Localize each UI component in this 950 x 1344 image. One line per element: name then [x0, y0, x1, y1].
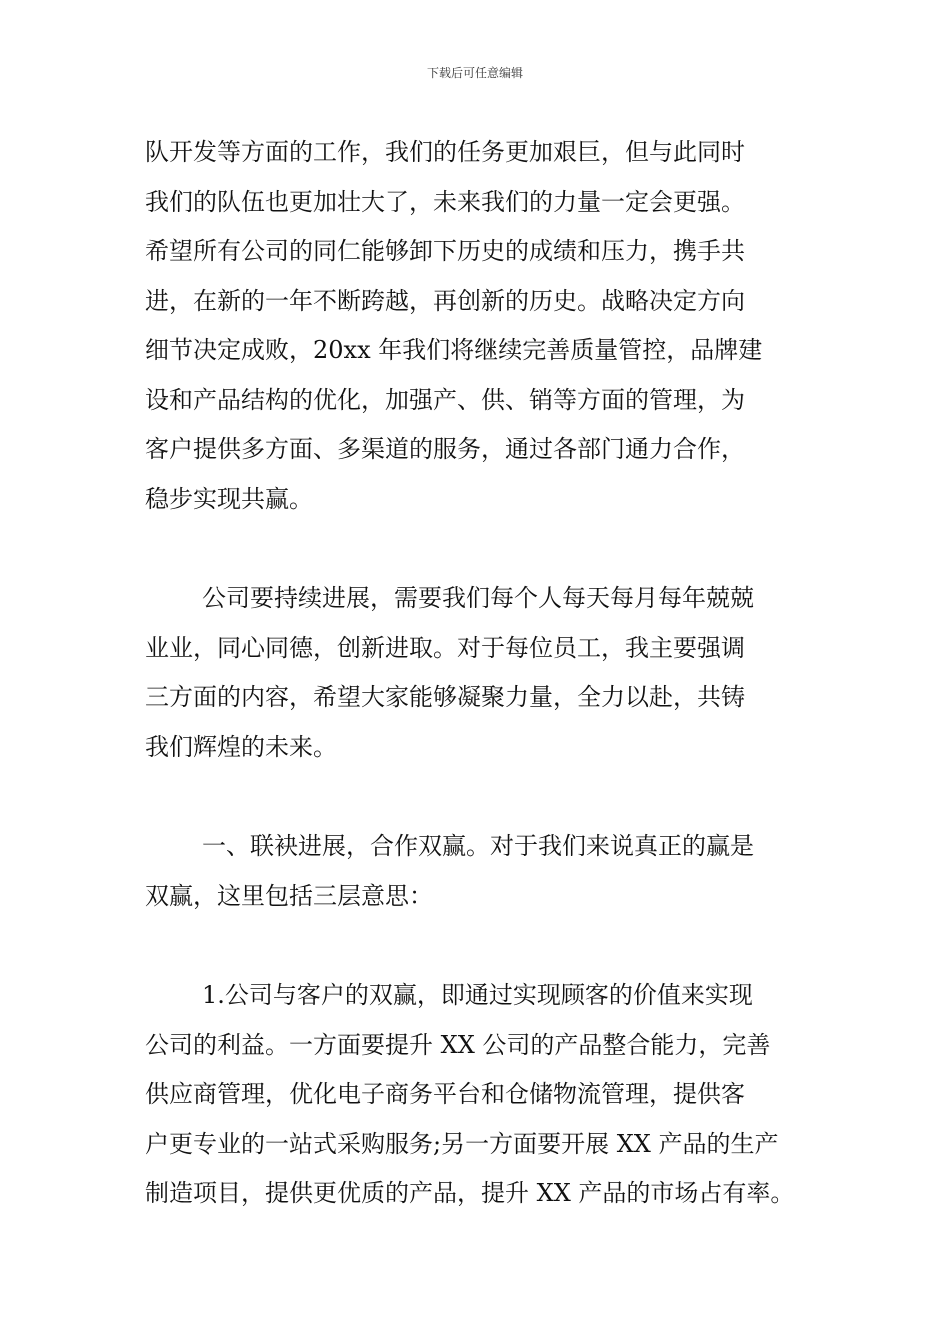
text-line: 供应商管理，优化电子商务平台和仓储物流管理，提供客: [145, 1080, 745, 1108]
document-body: [145, 128, 810, 1219]
text-line: 我们辉煌的未来。: [145, 732, 337, 761]
text-line: 客户提供多方面、多渠道的服务，通过各部门通力合作，: [145, 435, 745, 463]
paragraph-2: [145, 574, 810, 772]
paragraph-gap: [145, 921, 810, 971]
text-line: 业业，同心同德，创新进取。对于每位员工，我主要强调: [145, 633, 745, 662]
paragraph-4: [145, 971, 810, 1219]
text-line: 户更专业的一站式采购服务;另一方面要开展 XX 产品的生产: [145, 1129, 779, 1158]
text-line: 双赢，这里包括三层意思：: [145, 881, 433, 910]
page-header-note: 下载后可任意编辑: [426, 66, 523, 80]
text-line: 一、联袂进展，合作双赢。对于我们来说真正的赢是: [202, 832, 754, 860]
text-line: 细节决定成败，20xx 年我们将继续完善质量管控，品牌建: [145, 336, 763, 364]
text-line: 希望所有公司的同仁能够卸下历史的成绩和压力，携手共: [145, 237, 745, 265]
paragraph-1: [145, 128, 810, 524]
paragraph-gap: [145, 524, 810, 574]
text-line: 稳步实现共赢。: [145, 484, 313, 513]
text-line: 三方面的内容，希望大家能够凝聚力量，全力以赴，共铸: [145, 683, 745, 711]
text-line: 队开发等方面的工作，我们的任务更加艰巨，但与此同时: [145, 138, 745, 166]
text-line: 制造项目，提供更优质的产品，提升 XX 产品的市场占有率。: [145, 1179, 795, 1207]
text-line: 公司要持续进展，需要我们每个人每天每月每年兢兢: [202, 584, 754, 612]
text-line: 设和产品结构的优化，加强产、供、销等方面的管理，为: [145, 385, 745, 414]
text-line: 进，在新的一年不断跨越，再创新的历史。战略决定方向: [145, 286, 745, 315]
text-line: 1.公司与客户的双赢，即通过实现顾客的价值来实现: [202, 981, 753, 1009]
paragraph-gap: [145, 772, 810, 822]
text-line: 我们的队伍也更加壮大了，未来我们的力量一定会更强。: [145, 187, 745, 216]
text-line: 公司的利益。一方面要提升 XX 公司的产品整合能力，完善: [145, 1030, 771, 1059]
paragraph-3: [145, 822, 810, 921]
